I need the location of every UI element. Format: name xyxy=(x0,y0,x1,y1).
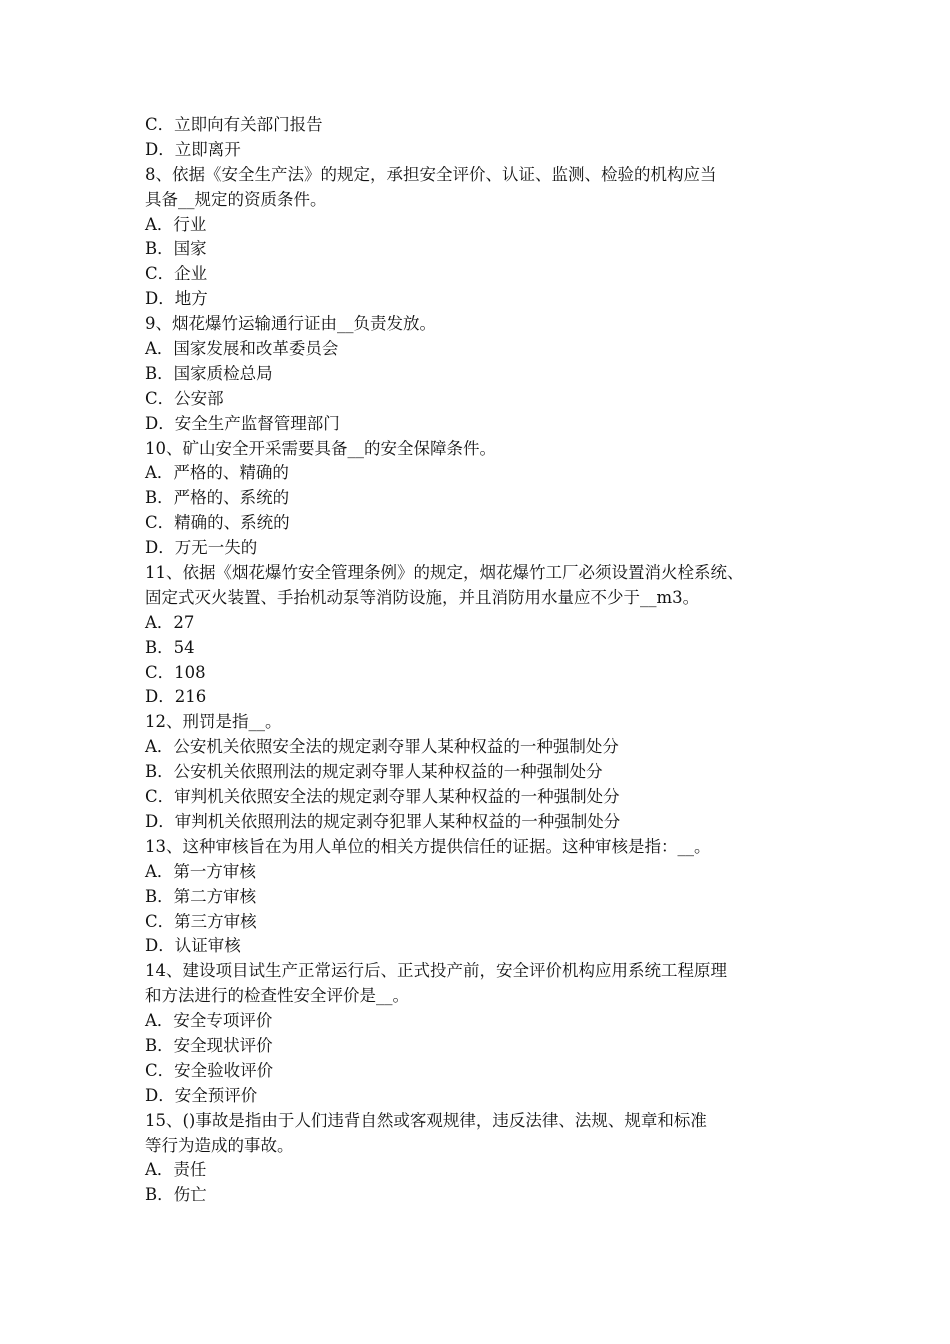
option-letter: D． xyxy=(145,687,175,707)
option-text: 地方 xyxy=(174,289,208,309)
option-letter: C． xyxy=(145,911,175,931)
answer-option xyxy=(145,810,815,835)
answer-option xyxy=(145,636,815,661)
option-letter: B． xyxy=(145,886,174,906)
option-text: 国家发展和改革委员会 xyxy=(173,339,339,359)
option-letter: D． xyxy=(145,538,175,558)
option-text: 审判机关依照安全法的规定剥夺罪人某种权益的一种强制处分 xyxy=(174,787,620,807)
option-letter: C． xyxy=(145,115,175,134)
option-letter: A． xyxy=(145,214,174,234)
answer-option xyxy=(145,910,815,935)
question-stem: 15、()事故是指由于人们违背自然或客观规律，违反法律、法规、规章和标准 xyxy=(145,1110,707,1130)
option-text: 安全专项评价 xyxy=(173,1011,273,1031)
option-letter: D． xyxy=(145,1085,175,1105)
option-text: 严格的、系统的 xyxy=(173,488,290,508)
answer-option xyxy=(145,885,815,910)
answer-option xyxy=(145,262,815,287)
answer-option xyxy=(145,1158,815,1183)
option-text: 安全验收评价 xyxy=(174,1060,274,1080)
question-stem: 12、刑罚是指__。 xyxy=(145,712,282,732)
option-text: 严格的、精确的 xyxy=(173,463,289,483)
option-text: 审判机关依照刑法的规定剥夺犯罪人某种权益的一种强制处分 xyxy=(174,811,621,831)
answer-option xyxy=(145,1059,815,1084)
option-letter: C． xyxy=(145,1060,175,1080)
option-letter: B． xyxy=(145,239,174,259)
question-stem-continuation: 具备__规定的资质条件。 xyxy=(145,189,327,209)
answer-option xyxy=(145,486,815,511)
option-letter: C． xyxy=(145,513,175,533)
option-letter: B． xyxy=(145,488,174,508)
answer-option xyxy=(145,760,815,785)
option-letter: D． xyxy=(145,289,175,309)
option-letter: B． xyxy=(145,637,174,657)
option-text: 立即离开 xyxy=(174,139,241,159)
option-letter: C． xyxy=(145,787,175,807)
option-letter: B． xyxy=(145,1185,174,1205)
answer-option xyxy=(145,1034,815,1059)
option-text: 安全现状评价 xyxy=(173,1035,273,1055)
option-text: 54 xyxy=(173,637,195,657)
option-text: 万无一失的 xyxy=(174,538,258,558)
option-text: 认证审核 xyxy=(174,936,241,956)
answer-option xyxy=(145,1009,815,1034)
question-stem-continuation: 固定式灭火装置、手抬机动泵等消防设施，并且消防用水量应不少于__m3。 xyxy=(145,587,700,607)
answer-option xyxy=(145,113,815,138)
option-text: 安全预评价 xyxy=(174,1085,258,1105)
answer-option xyxy=(145,661,815,686)
option-text: 27 xyxy=(173,612,195,632)
option-letter: A． xyxy=(145,861,174,881)
question-stem: 13、这种审核旨在为用人单位的相关方提供信任的证据。这种审核是指：__。 xyxy=(145,836,711,856)
option-text: 108 xyxy=(174,662,206,682)
option-letter: A． xyxy=(145,1011,174,1031)
option-letter: D． xyxy=(145,936,175,956)
option-text: 国家质检总局 xyxy=(173,363,273,383)
option-text: 公安部 xyxy=(174,388,224,408)
option-letter: B． xyxy=(145,762,174,782)
option-text: 国家 xyxy=(173,239,207,259)
option-text: 伤亡 xyxy=(173,1185,207,1205)
answer-option xyxy=(145,287,815,312)
question-stem: 10、矿山安全开采需要具备__的安全保障条件。 xyxy=(145,438,496,458)
answer-option xyxy=(145,362,815,387)
answer-option xyxy=(145,461,815,486)
option-letter: B． xyxy=(145,363,174,383)
option-text: 行业 xyxy=(173,214,207,234)
answer-option xyxy=(145,511,815,536)
option-letter: A． xyxy=(145,737,174,757)
option-letter: A． xyxy=(145,1160,174,1180)
question-stem-continuation: 和方法进行的检查性安全评价是__。 xyxy=(145,986,409,1006)
answer-option xyxy=(145,785,815,810)
answer-option xyxy=(145,735,815,760)
option-text: 公安机关依照刑法的规定剥夺罪人某种权益的一种强制处分 xyxy=(173,762,603,782)
answer-option xyxy=(145,412,815,437)
answer-option xyxy=(145,237,815,262)
option-letter: D． xyxy=(145,413,175,433)
option-letter: B． xyxy=(145,1035,174,1055)
option-text: 第三方审核 xyxy=(174,911,257,931)
answer-option xyxy=(145,1183,815,1208)
answer-option xyxy=(145,1084,815,1109)
answer-option xyxy=(145,860,815,885)
question-stem-continuation: 等行为造成的事故。 xyxy=(145,1135,294,1155)
option-text: 精确的、系统的 xyxy=(174,513,290,533)
question-stem: 8、依据《安全生产法》的规定，承担安全评价、认证、监测、检验的机构应当 xyxy=(145,164,717,184)
option-text: 第一方审核 xyxy=(173,861,256,881)
option-letter: C． xyxy=(145,264,175,284)
option-letter: C． xyxy=(145,388,175,408)
exam-question-list xyxy=(145,113,815,1208)
option-text: 公安机关依照安全法的规定剥夺罪人某种权益的一种强制处分 xyxy=(173,737,619,757)
option-letter: C． xyxy=(145,662,175,682)
answer-option xyxy=(145,536,815,561)
option-letter: A． xyxy=(145,463,174,483)
option-text: 立即向有关部门报告 xyxy=(174,115,323,134)
option-text: 216 xyxy=(174,687,207,707)
option-letter: D． xyxy=(145,811,175,831)
question-stem: 11、依据《烟花爆竹安全管理条例》的规定，烟花爆竹工厂必须设置消火栓系统、 xyxy=(145,563,744,583)
answer-option xyxy=(145,934,815,959)
answer-option xyxy=(145,138,815,163)
option-text: 安全生产监督管理部门 xyxy=(174,413,340,433)
option-text: 企业 xyxy=(174,264,208,284)
answer-option xyxy=(145,611,815,636)
option-text: 责任 xyxy=(173,1160,207,1180)
option-text: 第二方审核 xyxy=(173,886,257,906)
question-stem: 9、烟花爆竹运输通行证由__负责发放。 xyxy=(145,314,436,334)
option-letter: A． xyxy=(145,612,174,632)
answer-option xyxy=(145,685,815,710)
answer-option xyxy=(145,387,815,412)
option-letter: A． xyxy=(145,339,174,359)
question-stem: 14、建设项目试生产正常运行后、正式投产前，安全评价机构应用系统工程原理 xyxy=(145,961,727,981)
option-letter: D． xyxy=(145,139,175,159)
answer-option xyxy=(145,337,815,362)
answer-option xyxy=(145,213,815,238)
